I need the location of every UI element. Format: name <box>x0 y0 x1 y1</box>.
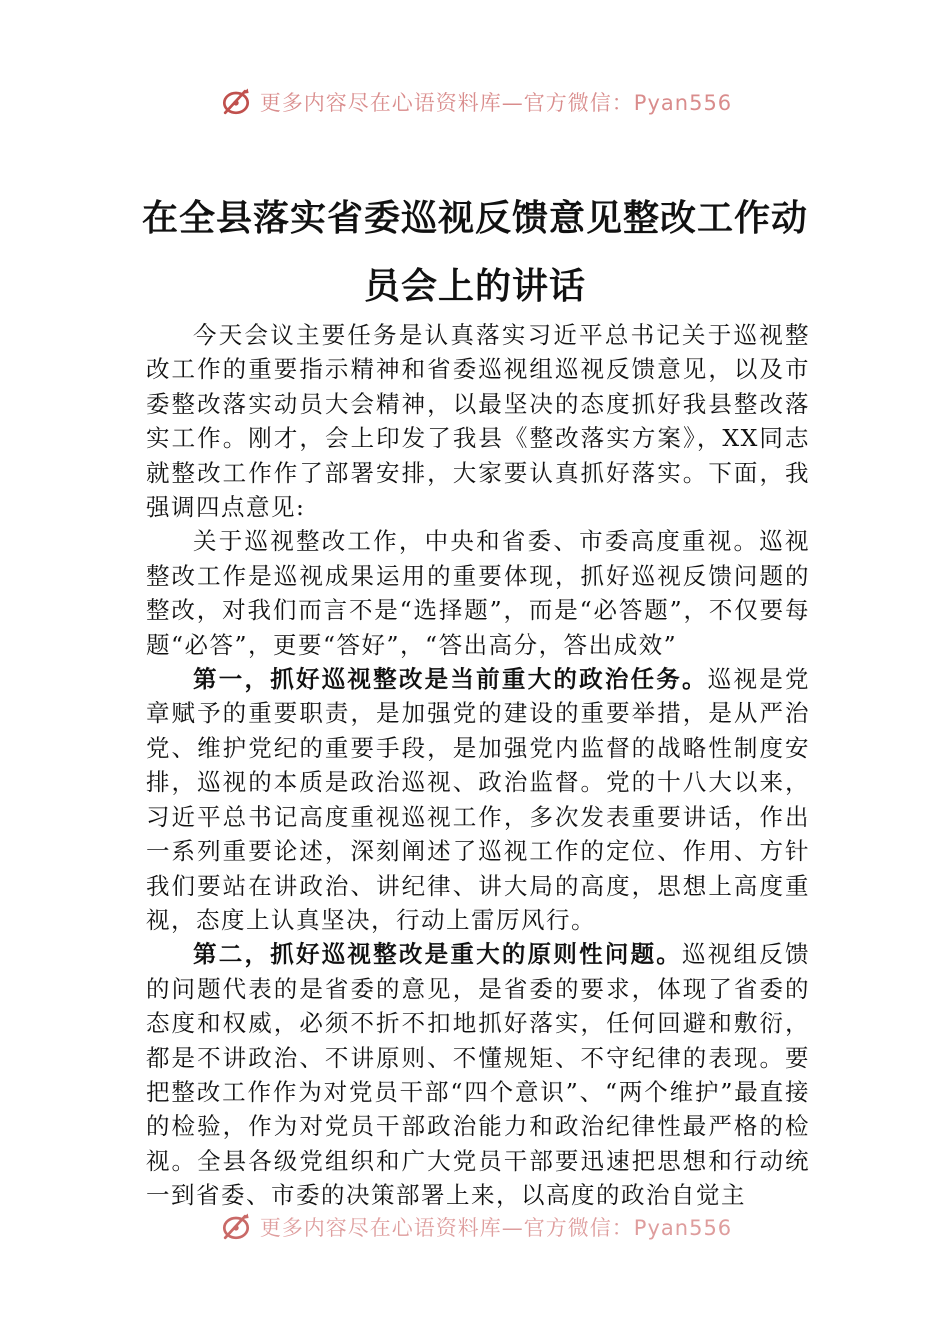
watermark-text: 更多内容尽在心语资料库—官方微信：Pyan556 <box>259 1216 733 1240</box>
paragraph <box>146 662 810 937</box>
paragraph-heading: 第二，抓好巡视整改是重大的原则性问题。 <box>193 940 683 969</box>
watermark-banner-top <box>0 82 950 122</box>
pen-swirl-logo-icon <box>218 84 254 120</box>
paragraph-text: 关于巡视整改工作，中央和省委、市委高度重视。巡视整改工作是巡视成果运用的重要体现，抓好巡视反馈问题的整改，对我们而言不是“选择题”，而是“必答题”，不仅要每题“必答”，更要“答好”，“答出高分，答出成效” <box>146 527 810 659</box>
document-title <box>140 184 810 320</box>
title-line-1: 在全县落实省委巡视反馈意见整改工作动 <box>141 197 808 239</box>
document-body <box>146 318 810 1213</box>
paragraph-text: 巡视是党章赋予的重要职责，是加强党的建设的重要举措，是从严治党、维护党纪的重要手段，是加强党内监督的战略性制度安排，巡视的本质是政治巡视、政治监督。党的十八大以来，习近平总书记高度重视巡视工作，多次发表重要讲话，作出一系列重要论述，深刻阐述了巡视工作的定位、作用、方针我们要站在讲政治、讲纪律、讲大局的高度，思想上高度重视，态度上认真坚决，行动上雷厉风行。 <box>146 665 811 934</box>
paragraph <box>146 318 810 524</box>
title-line-2: 员会上的讲话 <box>363 265 586 307</box>
watermark-banner-bottom <box>0 1207 950 1247</box>
watermark-text: 更多内容尽在心语资料库—官方微信：Pyan556 <box>259 91 733 115</box>
paragraph <box>146 937 810 1212</box>
paragraph <box>146 524 810 662</box>
paragraph-heading: 第一，抓好巡视整改是当前重大的政治任务。 <box>193 665 708 694</box>
paragraph-text: 巡视组反馈的问题代表的是省委的意见，是省委的要求，体现了省委的态度和权威，必须不折不扣地抓好落实，任何回避和敷衍，都是不讲政治、不讲原则、不懂规矩、不守纪律的表现。要把整改工作作为对党员干部“四个意识”、“两个维护”最直接的检验，作为对党员干部政治能力和政治纪律性最严格的检视。全县各级党组织和广大党员干部要迅速把思想和行动统一到省委、市委的决策部署上来，以高度的政治自觉主 <box>146 940 811 1210</box>
paragraph-text: 今天会议主要任务是认真落实习近平总书记关于巡视整改工作的重要指示精神和省委巡视组巡视反馈意见，以及市委整改落实动员大会精神，以最坚决的态度抓好我县整改落实工作。刚才，会上印发了我县《整改落实方案》，XX同志就整改工作作了部署安排，大家要认真抓好落实。下面，我强调四点意见: <box>146 321 810 522</box>
pen-swirl-logo-icon <box>218 1209 254 1245</box>
